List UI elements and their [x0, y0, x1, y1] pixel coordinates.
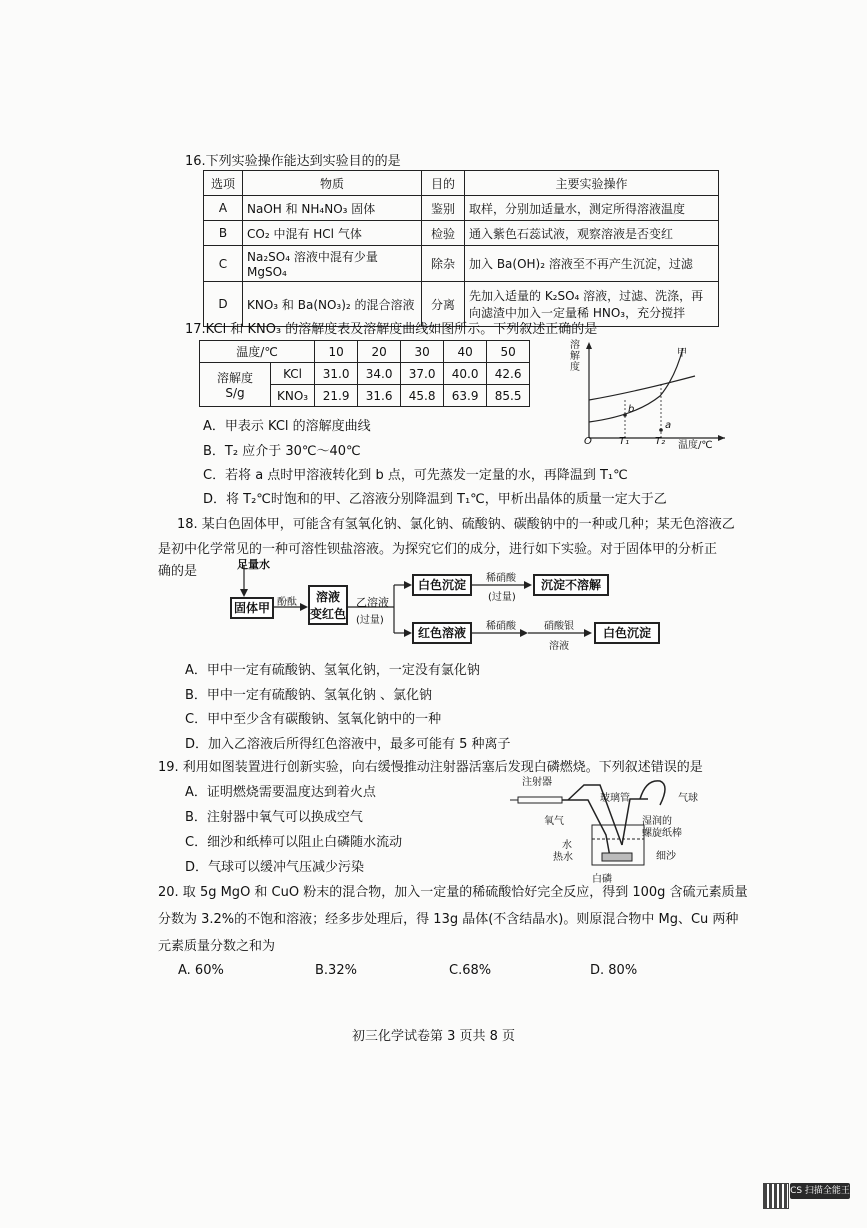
- cell: 通入紫色石蕊试液，观察溶液是否变红: [465, 221, 719, 246]
- q17-option-c: C．若将 a 点时甲溶液转化到 b 点，可先蒸发一定量的水，再降温到 T₁℃: [203, 468, 628, 483]
- cell: 31.6: [358, 385, 401, 407]
- curve-yi: [589, 376, 695, 400]
- cell-line-2: 向滤渣中加入一定量稀 HNO₃，充分搅拌: [469, 306, 686, 320]
- table-row: [200, 341, 530, 363]
- header-purpose: 目的: [422, 171, 465, 196]
- flow-excess: (过量): [356, 615, 384, 626]
- flow-hno3-2: 稀硝酸: [486, 621, 516, 632]
- q19-option-c: C．细沙和纸棒可以阻止白磷随水流动: [185, 835, 403, 850]
- q18-option-d: D．加入乙溶液后所得红色溶液中，最多可能有 5 种离子: [185, 737, 511, 752]
- header-option: 选项: [204, 171, 243, 196]
- cell: Na₂SO₄ 溶液中混有少量 MgSO₄: [243, 246, 422, 282]
- q20-option-d: D. 80%: [590, 963, 638, 978]
- q18-stem-line2: 是初中化学常见的一种可溶性钡盐溶液。为探究它们的成分，进行如下实验。对于固体甲的分析正: [158, 542, 718, 557]
- q20-line2: 分数为 3.2%的不饱和溶液；经多步处理后，得 13g 晶体(不含结晶水)。则原混合物中 Mg、Cu 两种: [158, 912, 739, 927]
- flow-hno3: 稀硝酸: [486, 573, 516, 584]
- flow-hno3-excess: (过量): [488, 592, 516, 603]
- q19-stem: 19. 利用如图装置进行创新实验，向右缓慢推动注射器活塞后发现白磷燃烧。下列叙述错误的是: [158, 760, 703, 775]
- q20-line3: 元素质量分数之和为: [158, 939, 276, 954]
- q17-option-b: B．T₂ 应介于 30℃～40℃: [203, 444, 361, 459]
- table-row: [204, 221, 719, 246]
- cell: 45.8: [401, 385, 444, 407]
- graph-point-a: a: [665, 420, 672, 431]
- table-row: [200, 363, 530, 385]
- flow-agno3-sub: 溶液: [549, 641, 569, 652]
- cell: 取样，分别加适量水，测定所得溶液温度: [465, 196, 719, 221]
- header-operation: 主要实验操作: [465, 171, 719, 196]
- q20-line1: 20. 取 5g MgO 和 CuO 粉末的混合物，加入一定量的稀硫酸恰好完全反应，得到 100g 含硫元素质量: [158, 885, 748, 900]
- cell: 40: [444, 341, 487, 363]
- q18-option-a: A．甲中一定有硫酸钠、氢氧化钠，一定没有氯化钠: [185, 663, 480, 678]
- label-hot-water: 热水: [553, 852, 573, 863]
- q20-option-a: A. 60%: [178, 963, 224, 978]
- q17-stem: 17.KCl 和 KNO₃ 的溶解度表及溶解度曲线如图所示。下列叙述正确的是: [185, 322, 598, 337]
- cell: A: [204, 196, 243, 221]
- label-glass-tube: 玻璃管: [600, 793, 630, 804]
- label-oxygen: 氧气: [544, 816, 564, 827]
- cell: 34.0: [358, 363, 401, 385]
- label-syringe: 注射器: [522, 777, 552, 788]
- page-footer: 初三化学试卷第 3 页共 8 页: [351, 1029, 516, 1044]
- cell: 20: [358, 341, 401, 363]
- q18-option-c: C．甲中至少含有碳酸钠、氢氧化钠中的一种: [185, 712, 442, 727]
- label-water: 水: [562, 840, 572, 851]
- graph-t2: T₂: [655, 436, 666, 447]
- flow-ppt-not-dissolve: 沉淀不溶解: [533, 574, 609, 596]
- scanner-watermark: CS 扫描全能王: [790, 1183, 850, 1199]
- cell: KNO₃ 和 Ba(NO₃)₂ 的混合溶液: [243, 282, 422, 327]
- q19-option-b: B．注射器中氧气可以换成空气: [185, 810, 363, 825]
- q16-table: [203, 170, 719, 327]
- point-b: [623, 413, 627, 417]
- label-phosphorus: 白磷: [592, 874, 612, 885]
- cell-line-1: 先加入适量的 K₂SO₄ 溶液，过滤、洗涤，再: [469, 289, 704, 303]
- q18-stem-line1: 18. 某白色固体甲，可能含有氢氧化钠、氯化钠、硫酸钠、碳酸钠中的一种或几种；某无色溶液乙: [177, 517, 735, 532]
- table-row: [204, 246, 719, 282]
- q17-option-a: A．甲表示 KCl 的溶解度曲线: [203, 419, 371, 434]
- temp-label: 温度/℃: [200, 341, 315, 363]
- cell: 30: [401, 341, 444, 363]
- cell: 鉴别: [422, 196, 465, 221]
- header-substance: 物质: [243, 171, 422, 196]
- flow-solid-jia: 固体甲: [230, 597, 274, 619]
- cell: 50: [487, 341, 530, 363]
- flow-phenolphthalein: 酚酞: [277, 597, 297, 608]
- table-row: [204, 196, 719, 221]
- flow-red-solution-line1: 溶液: [315, 590, 340, 604]
- qr-code-icon: [763, 1183, 789, 1209]
- graph-curve-label: 甲: [677, 348, 687, 359]
- cell: 63.9: [444, 385, 487, 407]
- q18-stem-line3: 确的是: [158, 564, 198, 579]
- flow-white-ppt: 白色沉淀: [412, 574, 472, 596]
- label-wet-paper: [642, 816, 682, 840]
- label-wet-paper-line1: 湿润的: [642, 816, 672, 827]
- flow-red-solution-line2: 变红色: [310, 607, 347, 621]
- label-wet-paper-line2: 螺旋纸棒: [642, 828, 682, 839]
- cell: 检验: [422, 221, 465, 246]
- cell: 分离: [422, 282, 465, 327]
- q16-stem: 16.下列实验操作能达到实验目的的是: [185, 154, 401, 169]
- label-sand: 细沙: [656, 851, 676, 862]
- cell: 10: [315, 341, 358, 363]
- graph-t1: T₁: [619, 436, 630, 447]
- cell: 42.6: [487, 363, 530, 385]
- flow-water: 足量水: [237, 558, 270, 571]
- graph-xlabel: 温度/℃: [678, 440, 713, 451]
- q20-option-c: C.68%: [449, 963, 492, 978]
- cell: 加入 Ba(OH)₂ 溶液至不再产生沉淀，过滤: [465, 246, 719, 282]
- q17-solubility-table: [199, 340, 530, 407]
- flow-red-liquid: 红色溶液: [412, 622, 472, 644]
- q17-option-d: D．将 T₂℃时饱和的甲、乙溶液分别降温到 T₁℃，甲析出晶体的质量一定大于乙: [203, 492, 667, 507]
- q20-option-b: B.32%: [315, 963, 357, 978]
- table-row: [204, 171, 719, 196]
- cell: D: [204, 282, 243, 327]
- flow-agno3: 硝酸银: [544, 621, 574, 632]
- q19-option-a: A．证明燃烧需要温度达到着火点: [185, 785, 376, 800]
- flow-reagent-yi: 乙溶液: [356, 596, 389, 609]
- q18-option-b: B．甲中一定有硫酸钠、氢氧化钠 、氯化钠: [185, 688, 433, 703]
- cell: 37.0: [401, 363, 444, 385]
- cell: NaOH 和 NH₄NO₃ 固体: [243, 196, 422, 221]
- cell: 31.0: [315, 363, 358, 385]
- q19-option-d: D．气球可以缓冲气压减少污染: [185, 860, 365, 875]
- cell: CO₂ 中混有 HCl 气体: [243, 221, 422, 246]
- cell: C: [204, 246, 243, 282]
- kcl-label: KCl: [271, 363, 315, 385]
- graph-point-b: b: [628, 404, 635, 415]
- flow-white-ppt-2: 白色沉淀: [594, 622, 660, 644]
- kno3-label: KNO₃: [271, 385, 315, 407]
- graph-ylabel: 溶解度: [570, 340, 580, 373]
- solubility-label: 溶解度 S/g: [200, 363, 271, 407]
- label-balloon: 气球: [678, 793, 698, 804]
- graph-origin: O: [584, 436, 592, 447]
- cell: 40.0: [444, 363, 487, 385]
- curve-jia: [589, 348, 683, 422]
- cell: B: [204, 221, 243, 246]
- flow-red-solution: [308, 585, 348, 625]
- point-a: [659, 428, 663, 432]
- cell: 除杂: [422, 246, 465, 282]
- cell: 21.9: [315, 385, 358, 407]
- cell: 85.5: [487, 385, 530, 407]
